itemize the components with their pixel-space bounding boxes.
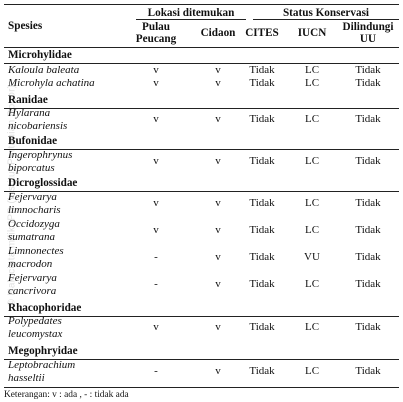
- species-name: sumatrana: [8, 231, 56, 243]
- cell-dilindungi-uu: Tidak: [355, 251, 381, 263]
- species-name: Kaloula baleata: [8, 64, 80, 76]
- cell-iucn: VU: [304, 251, 320, 263]
- cell-pulau-peucang: v: [153, 224, 159, 236]
- cell-iucn: LC: [304, 224, 320, 236]
- cell-pulau-peucang: v: [153, 64, 159, 76]
- species-name: Fejervarya: [8, 191, 57, 203]
- cell-cites: Tidak: [249, 365, 275, 377]
- species-name: Occidozyga: [8, 218, 60, 230]
- cell-cidaon: v: [215, 155, 221, 167]
- header-dilindungi: Dilindungi: [342, 21, 394, 33]
- species-name: macrodon: [8, 258, 53, 270]
- species-name: biporcatus: [8, 162, 55, 174]
- header-status-konservasi: Status Konservasi: [282, 7, 370, 19]
- header-cites: CITES: [245, 27, 279, 39]
- species-name: leucomystax: [8, 328, 63, 340]
- cell-cidaon: v: [215, 278, 221, 290]
- cell-dilindungi-uu: Tidak: [355, 155, 381, 167]
- cell-pulau-peucang: v: [153, 155, 159, 167]
- cell-dilindungi-uu: Tidak: [355, 197, 381, 209]
- cell-iucn: LC: [304, 64, 320, 76]
- family-name: Ranidae: [8, 94, 48, 106]
- cell-iucn: LC: [304, 113, 320, 125]
- cell-cites: Tidak: [249, 155, 275, 167]
- cell-cites: Tidak: [249, 251, 275, 263]
- species-name: Limnonectes: [8, 245, 64, 257]
- cell-iucn: LC: [304, 321, 320, 333]
- family-name: Rhacophoridae: [8, 302, 82, 314]
- cell-cidaon: v: [215, 77, 221, 89]
- cell-cites: Tidak: [249, 197, 275, 209]
- header-spesies: Spesies: [8, 20, 43, 32]
- cell-cidaon: v: [215, 113, 221, 125]
- cell-dilindungi-uu: Tidak: [355, 365, 381, 377]
- cell-cidaon: v: [215, 321, 221, 333]
- cell-pulau-peucang: v: [153, 197, 159, 209]
- cell-pulau-peucang: -: [154, 251, 158, 263]
- family-divider: [4, 316, 399, 317]
- cell-dilindungi-uu: Tidak: [355, 64, 381, 76]
- family-name: Megophryidae: [8, 345, 78, 357]
- cell-dilindungi-uu: Tidak: [355, 113, 381, 125]
- species-name: Microhyla achatina: [8, 77, 95, 89]
- family-name: Bufonidae: [8, 135, 58, 147]
- cell-cites: Tidak: [249, 64, 275, 76]
- cell-cites: Tidak: [249, 224, 275, 236]
- cell-iucn: LC: [304, 365, 320, 377]
- cell-iucn: LC: [304, 197, 320, 209]
- cell-pulau-peucang: v: [153, 77, 159, 89]
- cell-iucn: LC: [304, 155, 320, 167]
- cell-pulau-peucang: -: [154, 365, 158, 377]
- family-name: Dicroglossidae: [8, 177, 78, 189]
- species-name: Ingerophrynus: [8, 149, 73, 161]
- header-lokasi-ditemukan: Lokasi ditemukan: [147, 7, 235, 19]
- family-divider: [4, 108, 399, 109]
- cell-pulau-peucang: v: [153, 113, 159, 125]
- cell-cidaon: v: [215, 365, 221, 377]
- family-name: Microhylidae: [8, 49, 72, 61]
- table-bottom-rule: [4, 387, 399, 388]
- cell-dilindungi-uu: Tidak: [355, 224, 381, 236]
- species-name: limnocharis: [8, 204, 61, 216]
- top-rule: [4, 4, 399, 5]
- cell-dilindungi-uu: Tidak: [355, 278, 381, 290]
- header-pulau: Pulau: [142, 21, 170, 33]
- cell-iucn: LC: [304, 278, 320, 290]
- species-name: Polypedates: [8, 315, 62, 327]
- cell-dilindungi-uu: Tidak: [355, 321, 381, 333]
- family-divider: [4, 191, 399, 192]
- cell-cidaon: v: [215, 224, 221, 236]
- cell-cites: Tidak: [249, 113, 275, 125]
- header-peucang: Peucang: [135, 33, 177, 45]
- header-iucn: IUCN: [297, 27, 327, 39]
- cell-cites: Tidak: [249, 77, 275, 89]
- cell-cidaon: v: [215, 64, 221, 76]
- species-name: cancrivora: [8, 285, 57, 297]
- species-name: hasseltii: [8, 372, 45, 384]
- copyright-watermark: © Hak cipta milik IPB (Institut Pertanian Bogor): [6, 84, 18, 307]
- cell-iucn: LC: [304, 77, 320, 89]
- cell-pulau-peucang: v: [153, 321, 159, 333]
- species-name: Hylarana: [8, 107, 51, 119]
- header-uu: UU: [359, 33, 377, 45]
- cell-pulau-peucang: -: [154, 278, 158, 290]
- footnote: Keterangan: v : ada , - : tidak ada: [4, 390, 129, 400]
- header-cidaon: Cidaon: [200, 27, 236, 39]
- header-bottom-rule: [4, 47, 399, 48]
- cell-cidaon: v: [215, 251, 221, 263]
- species-name: Fejervarya: [8, 272, 57, 284]
- cell-cidaon: v: [215, 197, 221, 209]
- cell-dilindungi-uu: Tidak: [355, 77, 381, 89]
- cell-cites: Tidak: [249, 278, 275, 290]
- species-name: nicobariensis: [8, 120, 68, 132]
- cell-cites: Tidak: [249, 321, 275, 333]
- species-name: Leptobrachium: [8, 359, 76, 371]
